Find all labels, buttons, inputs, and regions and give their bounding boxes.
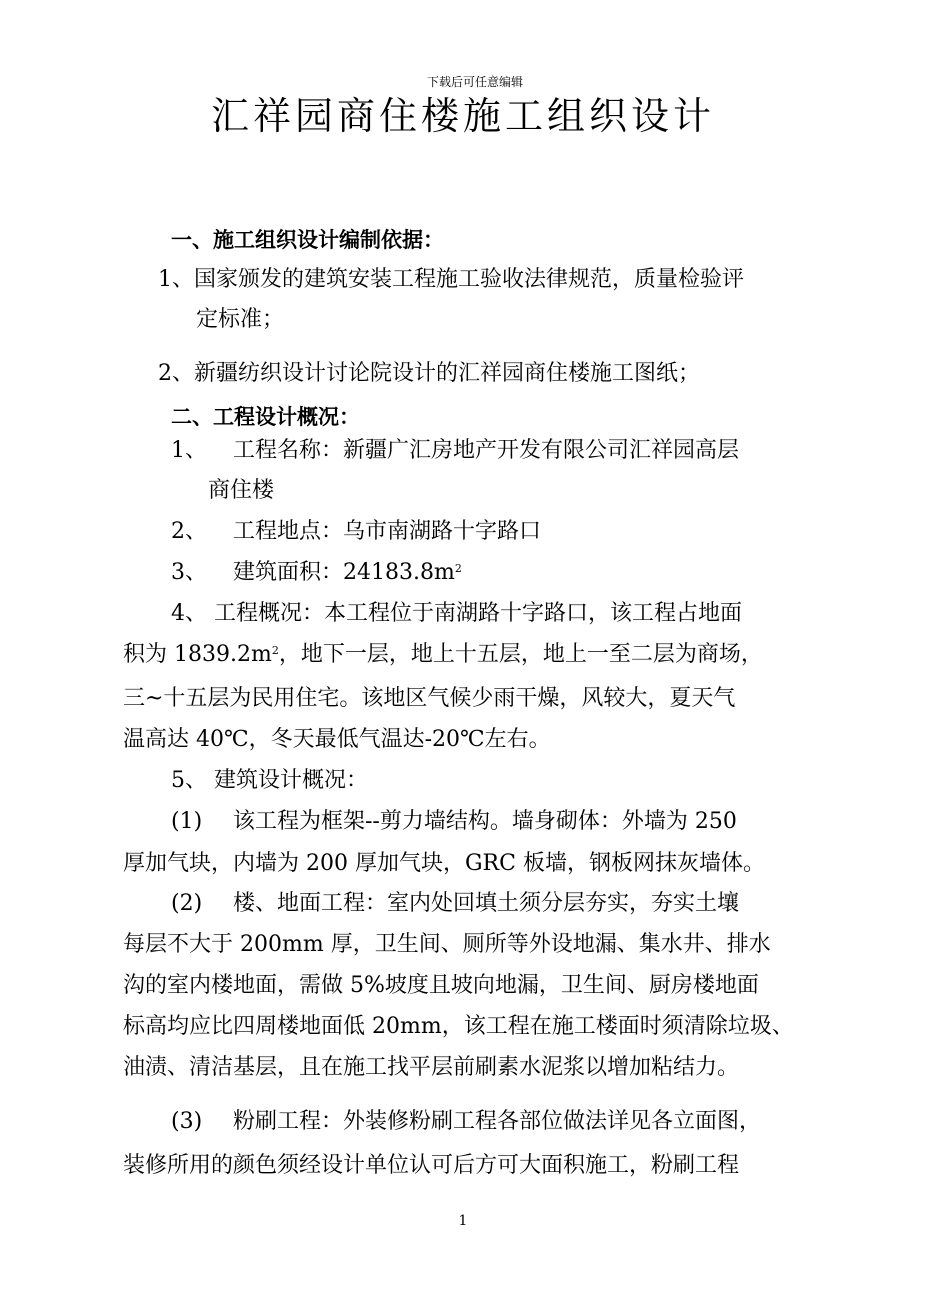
project-location-text: 工程地点：乌市南湖路十字路口 (233, 519, 542, 544)
superscript: 2 (454, 562, 462, 575)
overview-item-3 (171, 558, 871, 588)
sub-item-number: (1) (171, 809, 203, 834)
section-heading-overview: 二、工程设计概况： (171, 405, 360, 429)
sub-item-1-line2: 厚加气块，内墙为 200 厚加气块，GRC 板墙，钢板网抹灰墙体。 (123, 851, 765, 876)
overview-item-1-line1 (171, 436, 871, 466)
overview-item-1-line2: 商住楼 (208, 478, 275, 503)
overview-item-4-line3: 三~十五层为民用住宅。该地区气候少雨干燥，风较大，夏天气 (123, 686, 736, 711)
item-number: 1、 (171, 438, 207, 463)
structure-text: 该工程为框架--剪力墙结构。墙身砌体：外墙为 250 (233, 809, 737, 834)
sub-item-2-line2: 每层不大于 200mm 厚，卫生间、厕所等外设地漏、集水井、排水 (123, 932, 771, 957)
item-number: 2、 (171, 519, 207, 544)
project-name-text: 工程名称：新疆广汇房地产开发有限公司汇祥园高层 (233, 438, 740, 463)
site-area-text: 积为 1839.2m (123, 642, 272, 667)
sub-item-number: (3) (171, 1109, 203, 1134)
overview-item-4-line1: 4、 工程概况：本工程位于南湖路十字路口，该工程占地面 (171, 601, 742, 626)
overview-item-5: 5、 建筑设计概况： (171, 768, 368, 793)
basis-item-1-line1: 1、国家颁发的建筑安装工程施工验收法律规范，质量检验评 (158, 267, 744, 292)
floor-work-text: 楼、地面工程：室内处回填土须分层夯实，夯实土壤 (233, 891, 740, 916)
section-heading-basis: 一、施工组织设计编制依据： (171, 228, 444, 252)
sub-item-2-line5: 油渍、清洁基层，且在施工找平层前刷素水泥浆以增加粘结力。 (123, 1055, 740, 1080)
sub-item-2-line3: 沟的室内楼地面，需做 5%坡度且坡向地漏，卫生间、厨房楼地面 (123, 973, 759, 998)
basis-item-2: 2、新疆纺织设计讨论院设计的汇祥园商住楼施工图纸； (158, 361, 700, 386)
overview-item-2 (171, 517, 871, 547)
building-area-text: 建筑面积：24183.8m (233, 560, 455, 585)
sub-item-3-line2: 装修所用的颜色须经设计单位认可后方可大面积施工，粉刷工程 (123, 1153, 740, 1178)
sub-item-2-line4: 标高均应比四周楼地面低 20mm，该工程在施工楼面时须清除垃圾、 (123, 1014, 794, 1039)
plaster-work-text: 粉刷工程：外装修粉刷工程各部位做法详见各立面图， (233, 1109, 762, 1134)
sub-item-2-line1 (171, 889, 871, 919)
sub-item-number: (2) (171, 891, 203, 916)
item-number: 3、 (171, 560, 207, 585)
document-title: 汇祥园商住楼施工组织设计 (210, 94, 715, 138)
overview-item-4-line4: 温高达 40℃，冬天最低气温达-20℃左右。 (123, 727, 551, 752)
basis-item-1-line2: 定标准； (196, 307, 285, 332)
superscript: 2 (271, 644, 279, 657)
sub-item-3-line1 (171, 1107, 871, 1137)
overview-item-4-line2 (123, 640, 823, 670)
sub-item-1-line1 (171, 807, 871, 837)
header-note: 下载后可任意编辑 (426, 75, 523, 89)
floors-text: ，地下一层，地上十五层，地上一至二层为商场， (278, 642, 763, 667)
page-number: 1 (458, 1213, 468, 1229)
